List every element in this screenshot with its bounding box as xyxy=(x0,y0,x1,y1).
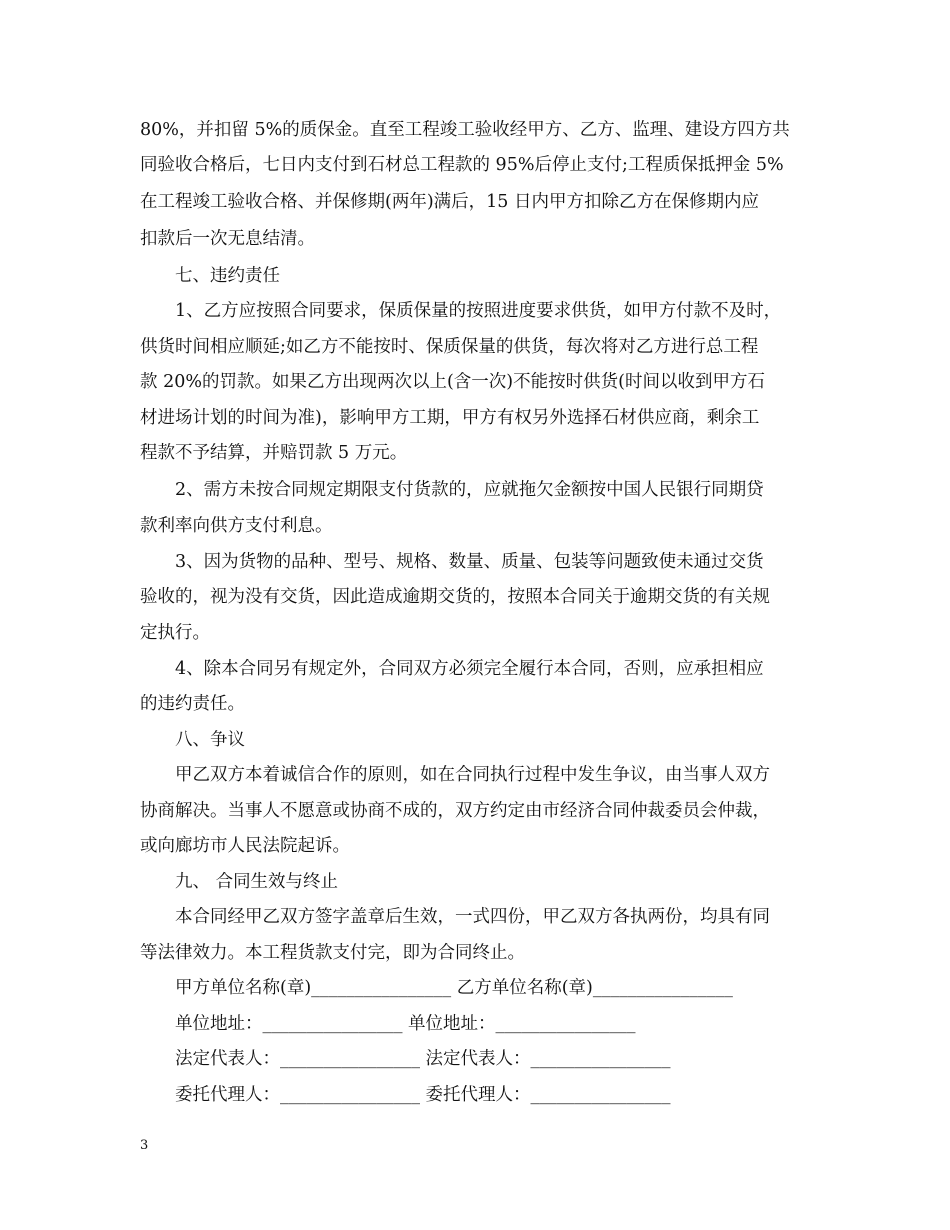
text-line: 程款不予结算，并赔罚款 5 万元。 xyxy=(140,443,408,463)
text-line: 在工程竣工验收合格、并保修期(两年)满后，15 日内甲方扣除乙方在保修期内应 xyxy=(140,192,759,212)
text-line: 3、因为货物的品种、型号、规格、数量、质量、包装等问题致使未通过交货 xyxy=(175,552,764,572)
text-line: 2、需方未按合同规定期限支付货款的，应就拖欠金额按中国人民银行同期贷 xyxy=(175,480,764,500)
text-line: 1、乙方应按照合同要求，保质保量的按照进度要求供货，如甲方付款不及时， xyxy=(175,301,782,321)
signature-line: 单位地址：________________ 单位地址：________________ xyxy=(175,1014,636,1034)
signature-line: 甲方单位名称(章)________________ 乙方单位名称(章)________________ xyxy=(175,978,733,998)
text-line: 等法律效力。本工程货款支付完，即为合同终止。 xyxy=(140,943,525,963)
text-line: 4、除本合同另有规定外，合同双方必须完全履行本合同，否则，应承担相应 xyxy=(175,659,764,679)
section-heading: 九、 合同生效与终止 xyxy=(175,872,339,892)
text-line: 款利率向供方支付利息。 xyxy=(140,516,333,536)
text-line: 的违约责任。 xyxy=(140,694,245,714)
text-line: 款 20%的罚款。如果乙方出现两次以上(含一次)不能按时供货(时间以收到甲方石 xyxy=(140,372,765,392)
text-line: 扣款后一次无息结清。 xyxy=(140,229,315,249)
page-number: 3 xyxy=(140,1138,149,1153)
text-line: 供货时间相应顺延;如乙方不能按时、保质保量的供货，每次将对乙方进行总工程 xyxy=(140,337,759,357)
text-line: 协商解决。当事人不愿意或协商不成的，双方约定由市经济合同仲裁委员会仲裁， xyxy=(140,801,770,821)
text-line: 材进场计划的时间为准)，影响甲方工期，甲方有权另外选择石材供应商，剩余工 xyxy=(140,408,760,428)
text-line: 80%，并扣留 5%的质保金。直至工程竣工验收经甲方、乙方、监理、建设方四方共 xyxy=(140,120,790,140)
signature-line: 法定代表人：________________ 法定代表人：________________ xyxy=(175,1049,671,1069)
text-line: 或向廊坊市人民法院起诉。 xyxy=(140,836,350,856)
text-line: 本合同经甲乙双方签字盖章后生效，一式四份，甲乙双方各执两份，均具有同 xyxy=(175,907,770,927)
signature-line: 委托代理人：________________ 委托代理人：________________ xyxy=(175,1085,671,1105)
section-heading: 七、违约责任 xyxy=(175,266,280,286)
section-heading: 八、争议 xyxy=(175,730,245,750)
text-line: 验收的，视为没有交货，因此造成逾期交货的，按照本合同关于逾期交货的有关规 xyxy=(140,587,770,607)
text-line: 定执行。 xyxy=(140,623,210,643)
text-line: 甲乙双方本着诚信合作的原则，如在合同执行过程中发生争议，由当事人双方 xyxy=(175,765,770,785)
text-line: 同验收合格后，七日内支付到石材总工程款的 95%后停止支付;工程质保抵押金 5% xyxy=(140,155,784,175)
